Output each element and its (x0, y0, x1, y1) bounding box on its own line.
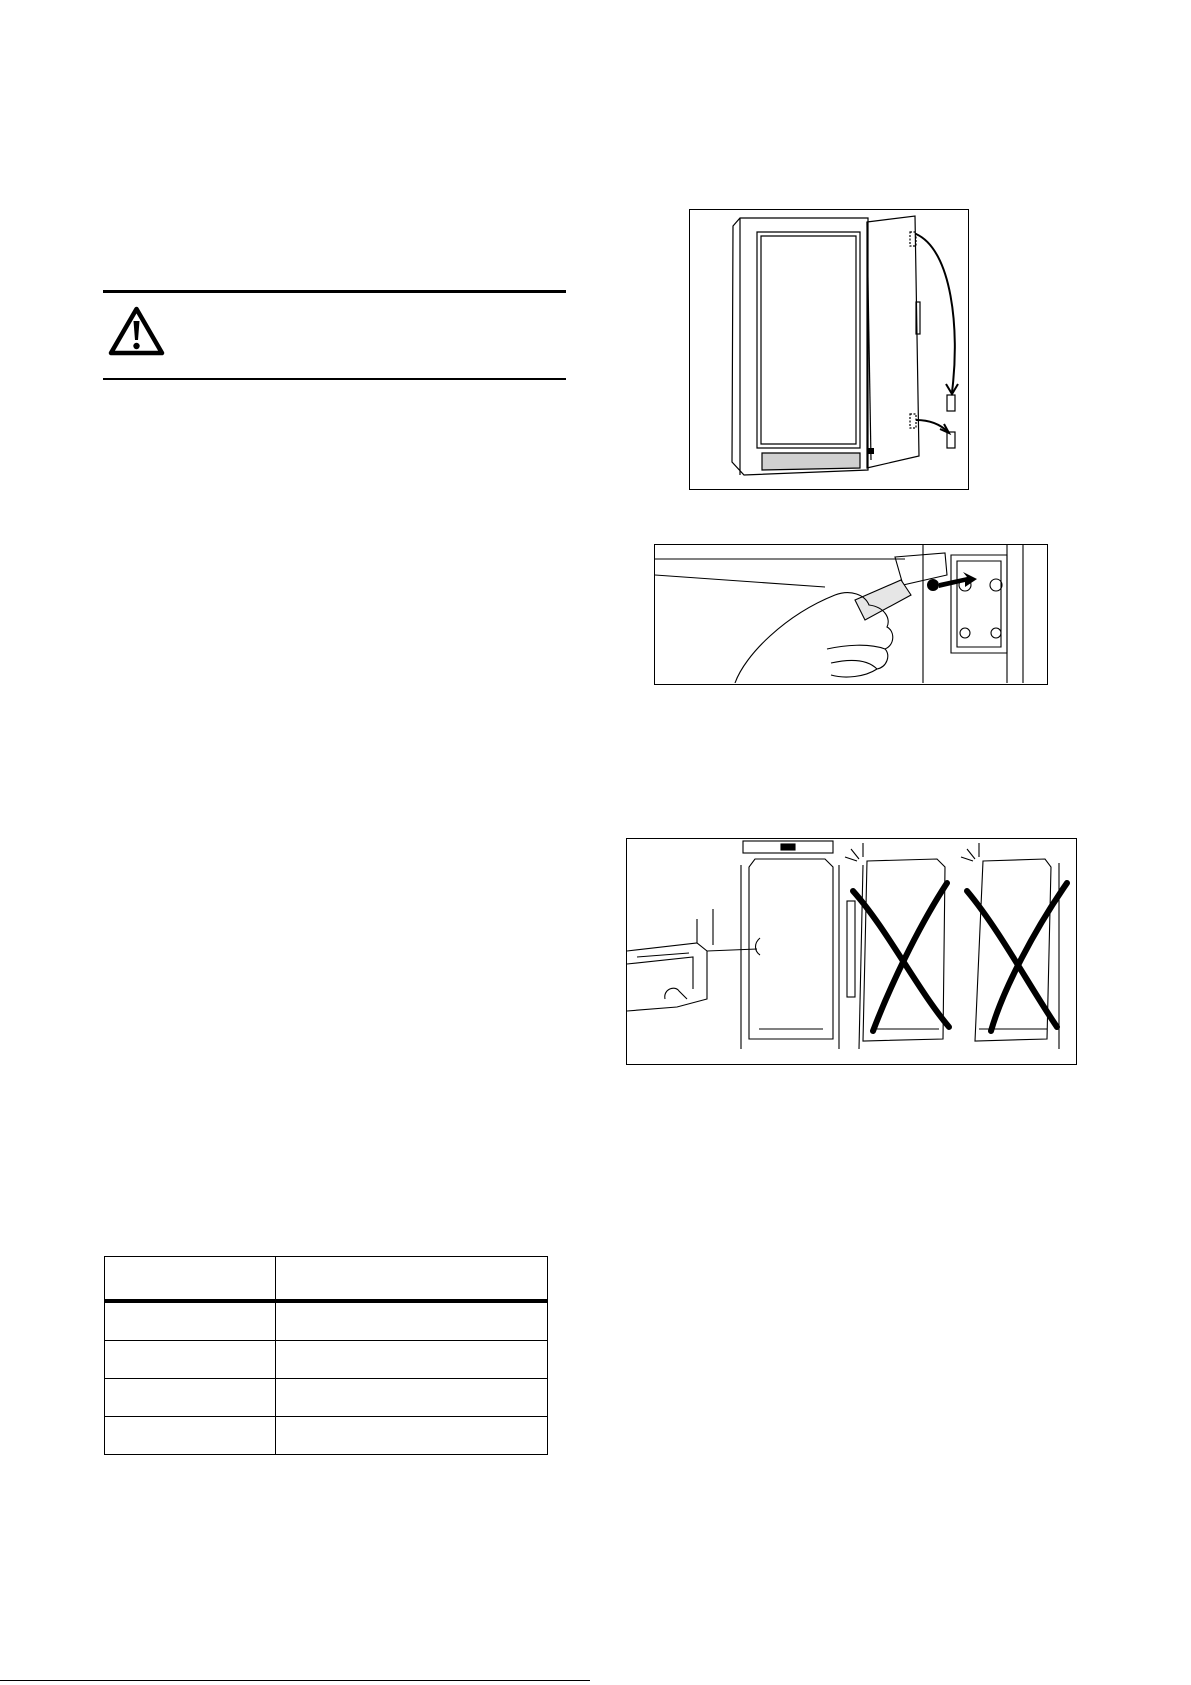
table-cell (276, 1257, 548, 1302)
cross-mark-1a (853, 891, 949, 1027)
cabinet-inner-panel (757, 232, 860, 448)
table-cell (105, 1341, 276, 1379)
removed-part-upper (947, 395, 955, 411)
door-handle (916, 302, 920, 334)
warning-triangle-icon (108, 305, 165, 357)
table-row (105, 1379, 548, 1417)
table-cell (276, 1417, 548, 1455)
footer-rule (0, 1680, 590, 1681)
arrow-top-to-side (916, 234, 955, 392)
table-cell (105, 1257, 276, 1302)
table-cell (276, 1301, 548, 1341)
table-cell (276, 1341, 548, 1379)
tool-blade (895, 553, 947, 585)
tilted-appliance-1 (863, 859, 945, 1041)
tool-handle (855, 580, 911, 620)
base-detail (627, 943, 707, 1011)
side-rail (847, 901, 855, 997)
figure-door-hinge-transfer (689, 209, 969, 490)
hinge-plate (951, 555, 1007, 653)
table-row (105, 1301, 548, 1341)
warning-top-rule (103, 290, 566, 293)
cabinet-outline (732, 218, 868, 475)
removed-part-lower (947, 432, 955, 448)
warning-bottom-rule (103, 378, 566, 380)
cross-mark-2b (991, 883, 1067, 1031)
correct-appliance (749, 859, 833, 1039)
hinge-bracket-bottom (910, 414, 916, 428)
table-cell (105, 1379, 276, 1417)
cross-mark-2a (967, 891, 1057, 1027)
table-row (105, 1417, 548, 1455)
tilted-appliance-2 (975, 859, 1051, 1041)
open-door (867, 216, 919, 468)
figure-hinge-cover-removal (654, 544, 1048, 685)
bottom-grille (762, 453, 860, 470)
table-cell (105, 1301, 276, 1341)
table-row (105, 1341, 548, 1379)
table-cell (105, 1417, 276, 1455)
spec-table (104, 1256, 548, 1455)
figure-installation-leveling (626, 838, 1077, 1065)
table-header-row (105, 1257, 548, 1302)
table-cell (276, 1379, 548, 1417)
